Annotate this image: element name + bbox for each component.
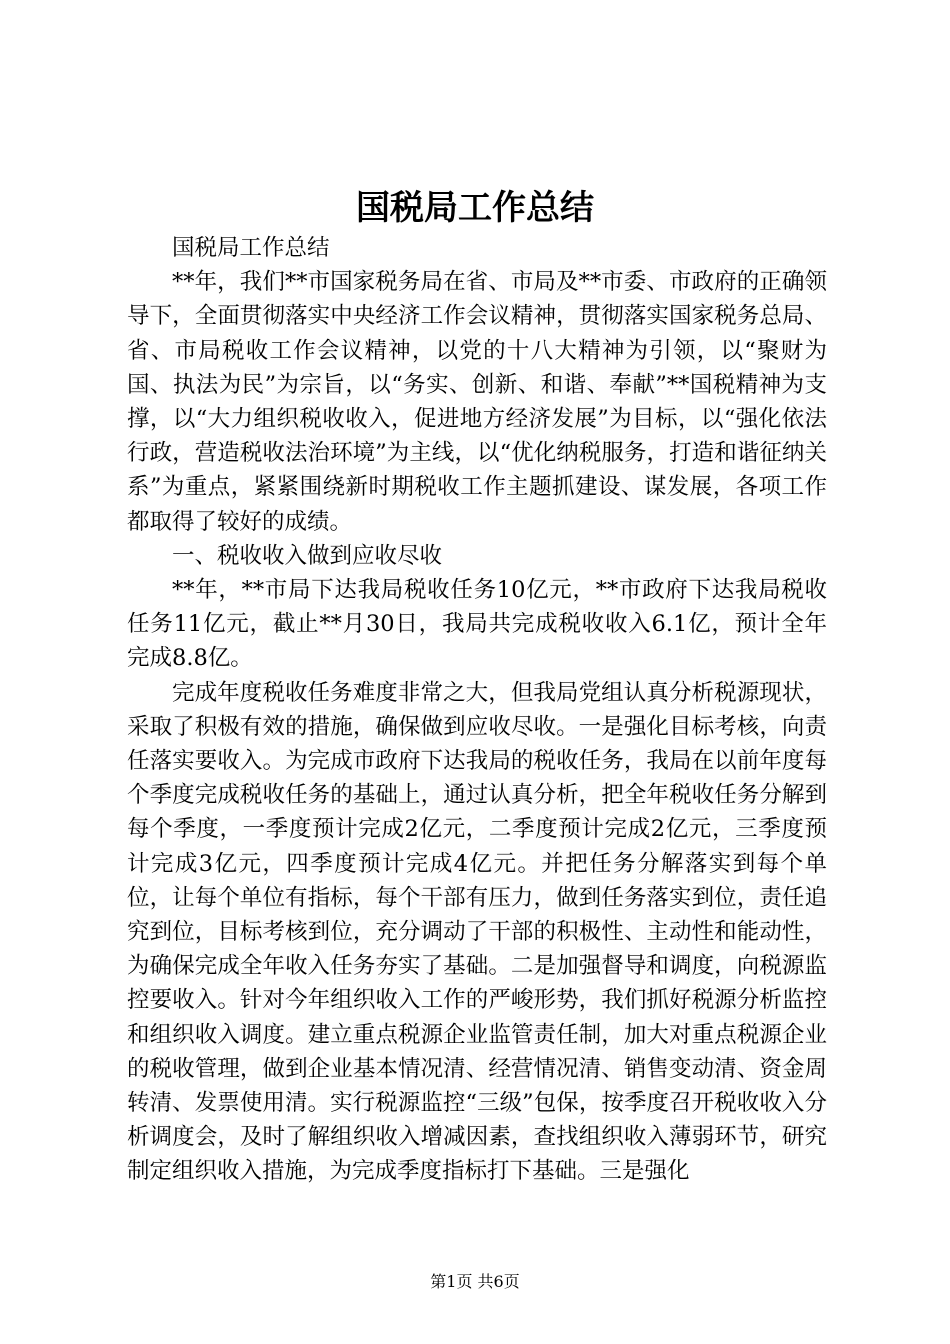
body-paragraph: **年，我们**市国家税务局在省、市局及**市委、市政府的正确领导下，全面贯彻落实中央经济工作会议精神，贯彻落实国家税务总局、省、市局税收工作会议精神，以党的十八大精神为引领，以“聚财为国、执法为民”为宗旨，以“务实、创新、和谐、奉献”**国税精神为支撑，以“大力组织税收收入，促进地方经济发展”为目标，以“强化依法行政，营造税收法治环境”为主线，以“优化纳税服务，打造和谐征纳关系”为重点，紧紧围绕新时期税收工作主题抓建设、谋发展，各项工作都取得了较好的成绩。	[127, 269, 827, 535]
document-title: 国税局工作总结	[356, 188, 594, 228]
body-paragraph: **年，**市局下达我局税收任务10亿元，**市政府下达我局税收任务11亿元，截止**月30日，我局共完成税收收入6.1亿，预计全年完成8.8亿。	[127, 577, 827, 672]
document-body	[127, 231, 827, 1189]
page-footer: 第1页 共6页	[430, 1272, 520, 1291]
body-paragraph: 完成年度税收任务难度非常之大，但我局党组认真分析税源现状，采取了积极有效的措施，确保做到应收尽收。一是强化目标考核，向责任落实要收入。为完成市政府下达我局的税收任务，我局在以前年度每个季度完成税收任务的基础上，通过认真分析，把全年税收任务分解到每个季度，一季度预计完成2亿元，二季度预计完成2亿元，三季度预计完成3亿元，四季度预计完成4亿元。并把任务分解落实到每个单位，让每个单位有指标，每个干部有压力，做到任务落实到位，责任追究到位，目标考核到位，充分调动了干部的积极性、主动性和能动性，为确保完成全年收入任务夯实了基础。二是加强督导和调度，向税源监控要收入。针对今年组织收入工作的严峻形势，我们抓好税源分析监控和组织收入调度。建立重点税源企业监管责任制，加大对重点税源企业的税收管理，做到企业基本情况清、经营情况清、销售变动清、资金周转清、发票使用清。实行税源监控“三级”包保，按季度召开税收收入分析调度会，及时了解组织收入增减因素，查找组织收入薄弱环节，研究制定组织收入措施，为完成季度指标打下基础。三是强化	[127, 679, 827, 1185]
section-heading: 一、税收收入做到应收尽收	[172, 542, 443, 569]
body-paragraph: 国税局工作总结	[172, 235, 330, 261]
